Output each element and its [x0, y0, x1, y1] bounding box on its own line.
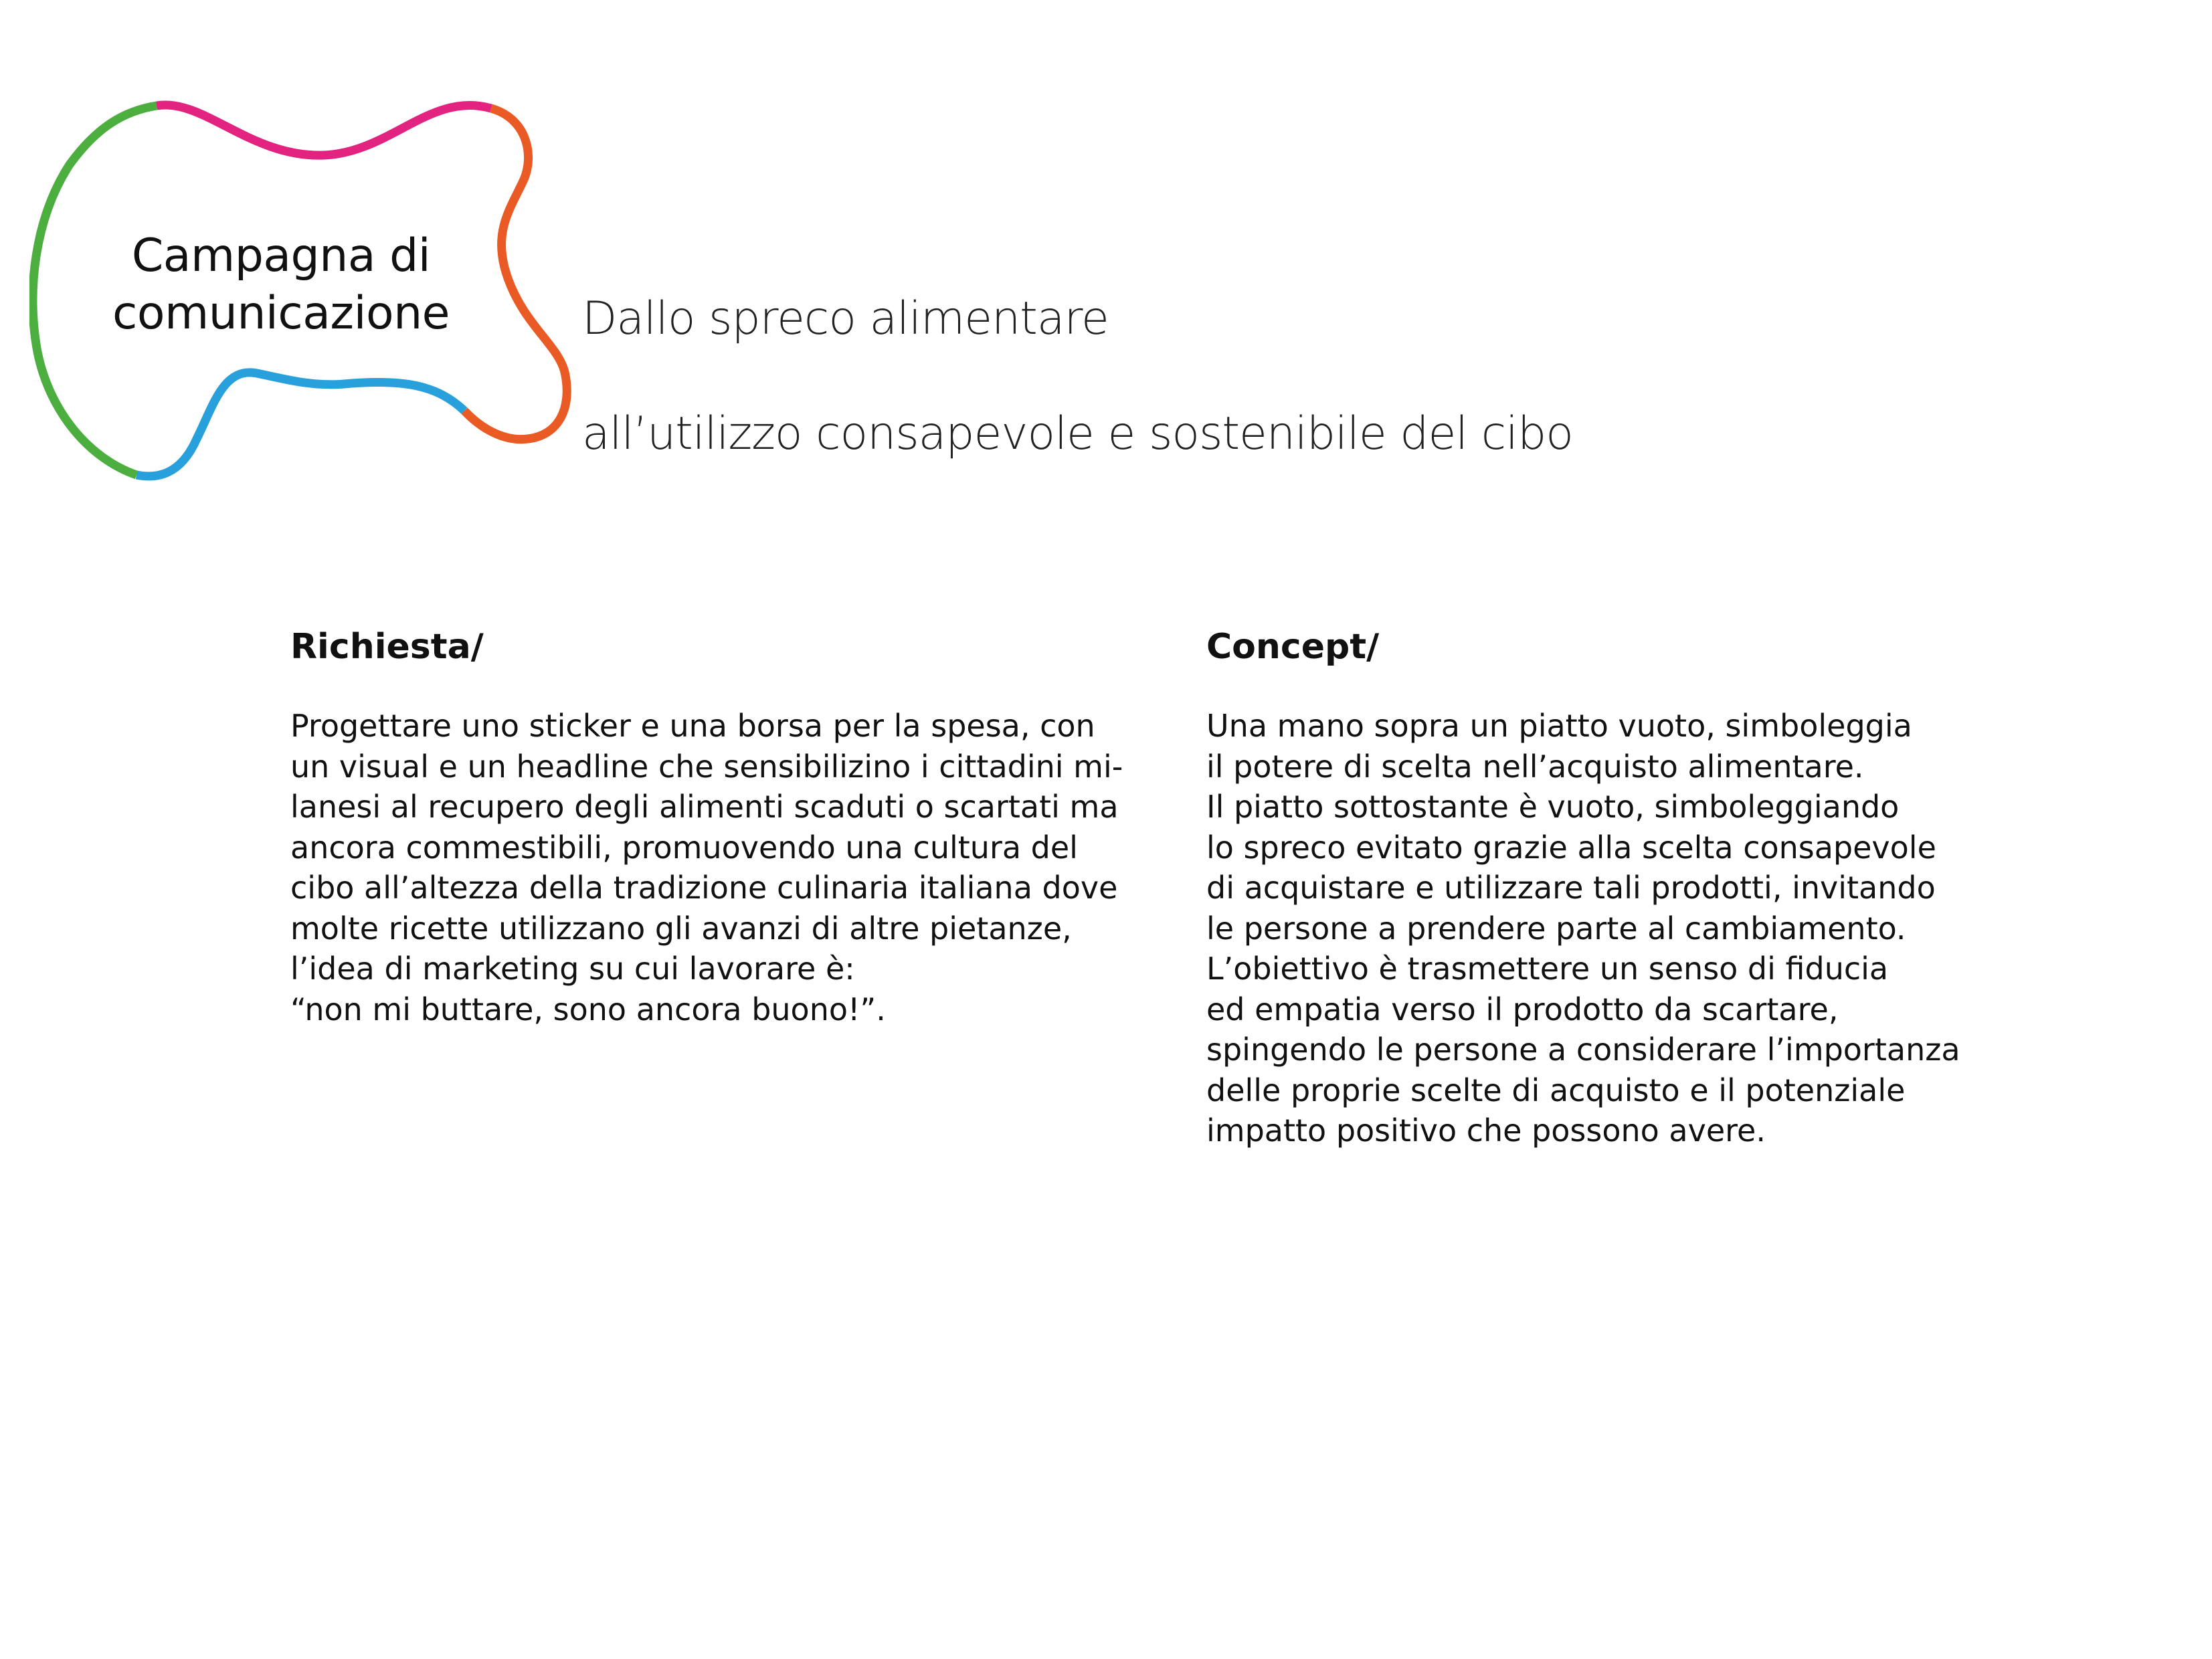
concept-line: di acquistare e utilizzare tali prodotti, invitando	[1206, 870, 1936, 906]
blob-orange-segment	[464, 108, 567, 440]
concept-section	[1206, 625, 2076, 1151]
richiesta-line: cibo all’altezza della tradizione culinaria italiana dove	[290, 870, 1118, 906]
concept-line: le persone a prendere parte al cambiamento.	[1206, 910, 1906, 947]
concept-line: Una mano sopra un piatto vuoto, simboleggia	[1206, 708, 1912, 744]
concept-line: spingendo le persone a considerare l’importanza	[1206, 1032, 1960, 1068]
concept-line: ed empatia verso il prodotto da scartare,	[1206, 991, 1839, 1028]
concept-line: Il piatto sottostante è vuoto, simboleggiando	[1206, 789, 1900, 825]
subtitle	[582, 233, 1573, 520]
campaign-title: Campagna di comunicazione	[112, 229, 450, 340]
subtitle-line: all’utilizzo consapevole e sostenibile del cibo	[582, 407, 1573, 460]
richiesta-line: l’idea di marketing su cui lavorare è:	[290, 951, 855, 987]
richiesta-line: ancora commestibili, promuovendo una cultura del	[290, 829, 1078, 866]
concept-line: impatto positivo che possono avere.	[1206, 1112, 1766, 1149]
blob-blue-segment	[136, 373, 464, 476]
concept-body	[1206, 706, 2076, 1151]
richiesta-line: lanesi al recupero degli alimenti scaduti o scartati ma	[290, 789, 1119, 825]
richiesta-line: molte ricette utilizzano gli avanzi di altre pietanze,	[290, 910, 1072, 947]
richiesta-body	[290, 706, 1133, 1030]
concept-line: delle proprie scelte di acquisto e il potenziale	[1206, 1072, 1906, 1108]
richiesta-heading: Richiesta/	[290, 627, 484, 667]
concept-line: il potere di scelta nell’acquisto alimentare.	[1206, 748, 1864, 785]
richiesta-section	[290, 625, 1133, 1030]
richiesta-line: un visual e un headline che sensibilizino i cittadini mi-	[290, 748, 1123, 785]
richiesta-line: Progettare uno sticker e una borsa per la spesa, con	[290, 708, 1095, 744]
blob-magenta-segment	[157, 105, 491, 155]
subtitle-line: Dallo spreco alimentare	[582, 292, 1109, 345]
concept-line: lo spreco evitato grazie alla scelta consapevole	[1206, 829, 1936, 866]
concept-heading: Concept/	[1206, 627, 1380, 667]
concept-line: L’obiettivo è trasmettere un senso di fiducia	[1206, 951, 1889, 987]
richiesta-line: “non mi buttare, sono ancora buono!”.	[290, 991, 886, 1028]
